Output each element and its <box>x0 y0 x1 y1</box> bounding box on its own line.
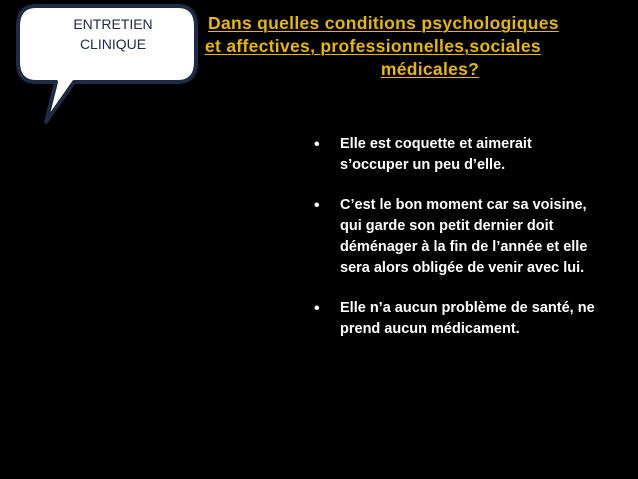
title-line-1: Dans quelles conditions psychologiques <box>208 13 559 33</box>
bullet-text: Elle est coquette et aimerait s’occuper un peu d’elle. <box>340 136 532 173</box>
bullet-item <box>312 195 602 279</box>
bullet-item <box>312 134 602 176</box>
speech-bubble-label <box>52 14 174 54</box>
bullet-list <box>312 134 602 359</box>
slide-title <box>200 12 638 81</box>
speech-bubble <box>0 0 200 130</box>
title-line-2: et affectives, professionnelles,sociales <box>205 36 541 56</box>
bubble-line-1: ENTRETIEN <box>73 16 153 32</box>
bullet-dot-icon: • <box>314 197 320 214</box>
title-line-3: médicales? <box>380 59 480 79</box>
bullet-text: C’est le bon moment car sa voisine, qui garde son petit dernier doit déménager à la fin de l’année et elle sera alors obligée de venir avec lui. <box>340 197 588 276</box>
bullet-text: Elle n’a aucun problème de santé, ne prend aucun médicament. <box>340 300 595 337</box>
bubble-line-2: CLINIQUE <box>79 36 147 52</box>
bullet-dot-icon: • <box>314 136 320 153</box>
bullet-dot-icon: • <box>314 300 320 317</box>
bullet-item <box>312 298 602 340</box>
